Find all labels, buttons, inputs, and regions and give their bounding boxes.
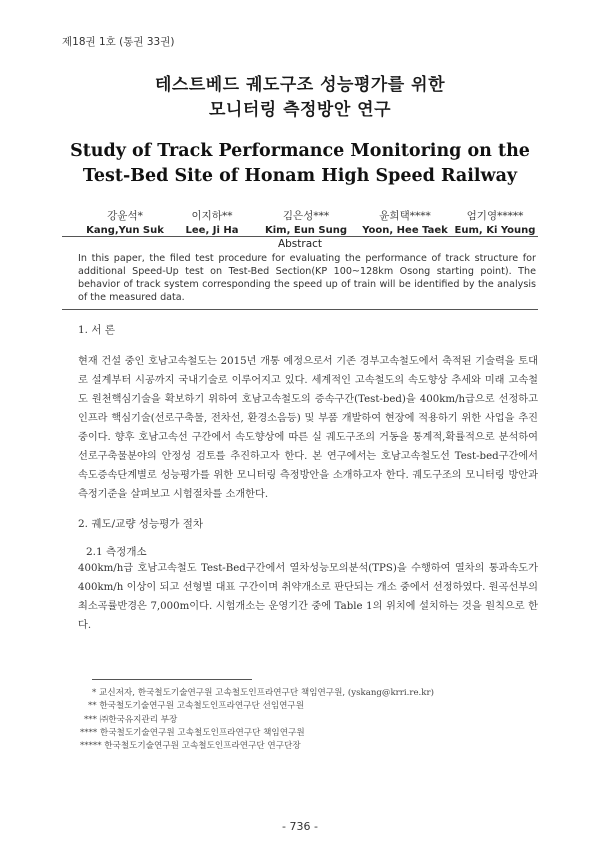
- footnote-1: * 교신저자, 한국철도기술연구원 고속철도인프라연구단 책임연구원, (yskang@krri.re.kr): [92, 688, 434, 698]
- english-title-line-1: Study of Track Performance Monitoring on the: [70, 141, 530, 161]
- author-5-korean-name: 엄기영*****: [466, 210, 524, 222]
- footnote-4: **** 한국철도기술연구원 고속철도인프라연구단 책임연구원: [80, 727, 305, 738]
- abstract-body: In this paper, the filed test procedure for evaluating the performance of track structure for additional Speed-Up test on Test-Bed Section(KP 100~128km Osong starting point). The behavior of track system corresponding the speed up of train will be identified by the analysis of the measured data.: [78, 253, 536, 303]
- section-2-1-body: 400km/h급 호남고속철도 Test-Bed구간에서 열차성능모의분석(TPS)을 수행하여 열차의 통과속도가 400km/h 이상이 되고 선형별 대표 구간이며 취약개소로 판단되는 개소 중에서 선정하였다. 원곡선부의 최소곡률반경은 7,000m이다. 시험개소는 운영기간 중에 Table 1의 위치에 설치하는 것을 원칙으로 한다.: [78, 563, 538, 631]
- english-title-line-2: Test-Bed Site of Honam High Speed Railway: [82, 166, 518, 186]
- author-2-korean-name: 이지하**: [191, 210, 233, 222]
- section-1-body: 현재 건설 중인 호남고속철도는 2015년 개통 예정으로서 기존 경부고속철도에서 축적된 기술력을 토대로 설계부터 시공까지 국내기술로 이루어지고 있다. 세계적인 고속철도의 속도향상 추세와 미래 고속철도 원천핵심기술을 확보하기 위하여 호남고속철도의 증속구간(Test-bed)을 400km/h급으로 선정하고 인프라 핵심기술(선로구축물, 전차선, 환경소음등) 및 부품 개발하여 현장에 적용하기 위한 사업을 추진 중이다. 향후 호남고속선 구간에서 속도향상에 따른 실 궤도구조의 거동을 통계적,확률적으로 분석하여 선로구축물분야의 안정성 검토를 추진하고자 한다. 본 연구에서는 호남고속철도선 Test-bed구간에서 속도증속단계별로 성능평가를 위한 모니터링 측정방안을 소개하고자 한다. 궤도구조의 모니터링 방안과 측정기준을 살펴보고 시험절차를 소개한다.: [78, 356, 538, 500]
- page-number: - 736 -: [282, 820, 318, 833]
- author-3: [251, 208, 361, 236]
- section-2-1-heading: 2.1 측정개소: [86, 546, 147, 558]
- author-1-english-name: Kang,Yun Suk: [86, 225, 164, 236]
- journal-header: 제18권 1호 (통권 33권): [62, 36, 175, 48]
- section-1-heading: 1. 서 론: [78, 324, 115, 336]
- author-5: [440, 208, 550, 236]
- korean-title-line-2: 모니터링 측정방안 연구: [208, 100, 392, 120]
- author-2-english-name: Lee, Ji Ha: [185, 225, 239, 236]
- author-4-korean-name: 윤희택****: [379, 210, 431, 222]
- author-3-english-name: Kim, Eun Sung: [264, 225, 348, 236]
- footnote-rule: [92, 679, 252, 680]
- footnote-3: *** ㈜한국유지관리 부장: [84, 714, 178, 725]
- author-3-korean-name: 김은성***: [282, 210, 330, 222]
- author-1-korean-name: 강윤석*: [107, 210, 143, 222]
- abstract-bottom-rule: [62, 309, 538, 310]
- korean-title-line-1: 테스트베드 궤도구조 성능평가를 위한: [154, 75, 445, 95]
- author-5-english-name: Eum, Ki Young: [454, 225, 536, 236]
- footnote-2: ** 한국철도기술연구원 고속철도인프라연구단 선임연구원: [88, 701, 305, 712]
- abstract-heading: Abstract: [277, 238, 323, 250]
- author-4-english-name: Yoon, Hee Taek: [362, 225, 448, 236]
- section-2-heading: 2. 궤도/교량 성능평가 절차: [78, 518, 203, 530]
- abstract-top-rule: [62, 236, 538, 237]
- footnote-5: ***** 한국철도기술연구원 고속철도인프라연구단 연구단장: [80, 741, 301, 752]
- footnotes: [80, 687, 540, 753]
